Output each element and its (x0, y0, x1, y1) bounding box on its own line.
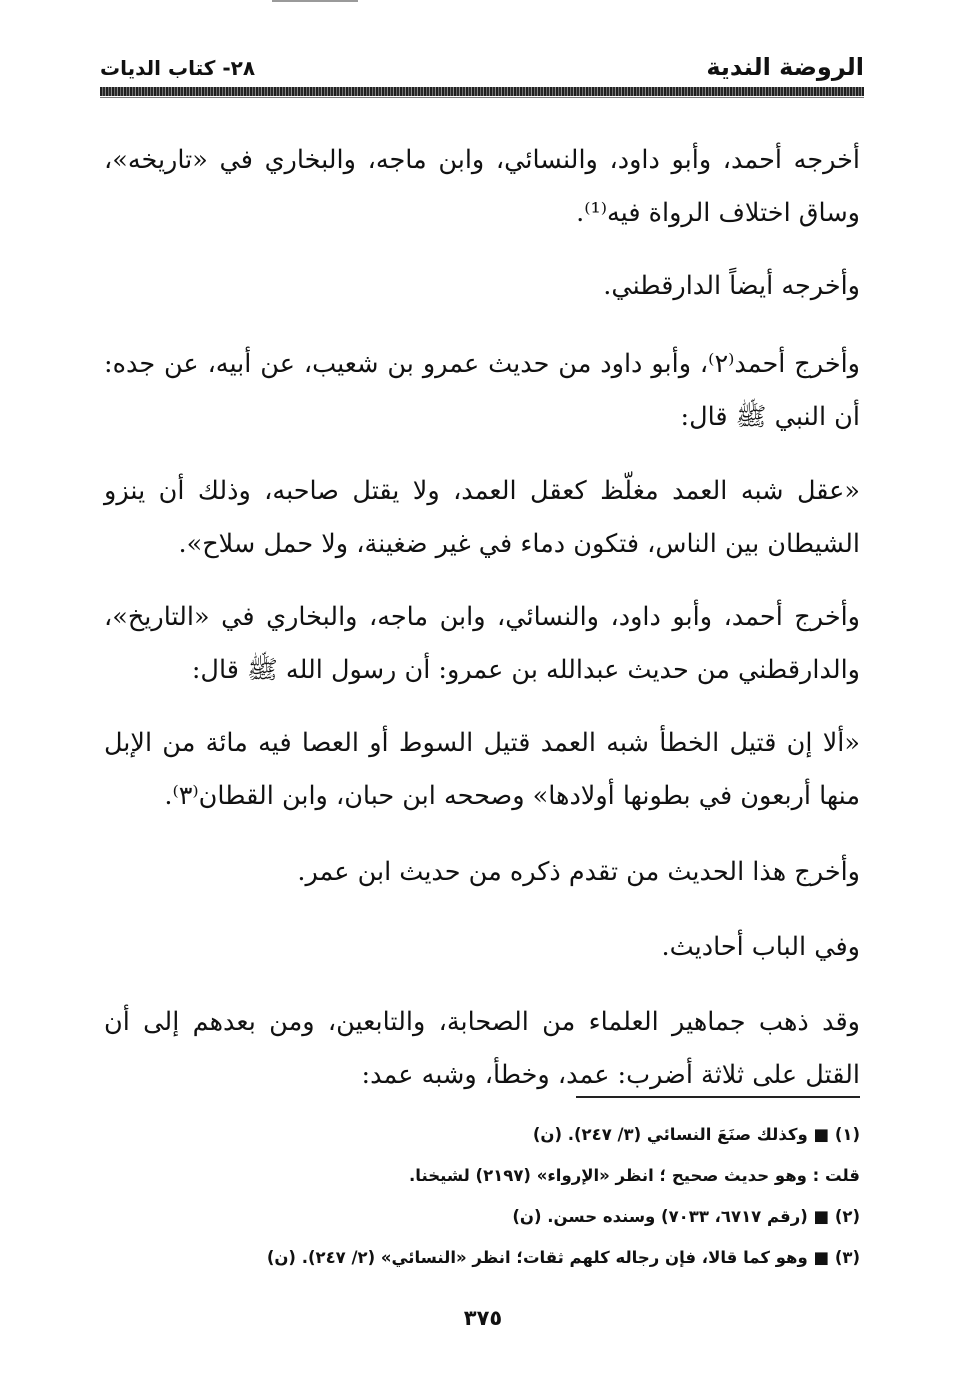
paragraph-4: «عقل شبه العمد مغلّظ كعقل العمد، ولا يقتل صاحبه، وذلك أن ينزو الشيطان بين الناس، فتكون دماء في غير ضغينة، ولا حمل سلاح». (104, 476, 860, 559)
paragraph-5: وأخرج أحمد، وأبو داود، والنسائي، وابن ماجه، والبخاري في «التاريخ»، والدارقطني من حديث عبدالله بن عمرو: أن رسول الله ﷺ قال: (104, 602, 860, 685)
footnote-3: (٣) ■ وهو كما قالا، فإن رجاله كلهم ثقات؛ انظر «النسائي» (٢/ ٢٤٧). (ن) (266, 1248, 860, 1267)
footnote-1: (١) ■ وكذلك صنَعَ النسائي (٣/ ٢٤٧). (ن) (532, 1125, 860, 1144)
paragraph-7: وأخرج هذا الحديث من تقدم ذكره من حديث ابن عمر. (297, 857, 860, 887)
header-rule (100, 87, 864, 96)
footnote-2: (٢) ■ (رقم ٦٧١٧، ٧٠٣٣) وسنده حسن. (ن) (512, 1207, 860, 1226)
book-title: الروضة الندية (706, 53, 864, 81)
header-rule-thin (100, 97, 864, 98)
paragraph-2: وأخرجه أيضاً الدارقطني. (603, 271, 860, 301)
page-header (100, 50, 864, 86)
paragraph-8: وفي الباب أحاديث. (661, 932, 860, 962)
footnote-separator (576, 1096, 860, 1098)
paragraph-9: وقد ذهب جماهير العلماء من الصحابة، والتابعين، ومن بعدهم إلى أن القتل على ثلاثة أضرب: عمد، وخطأ، وشبه عمد: (104, 1007, 860, 1090)
footnotes (104, 1114, 860, 1278)
paragraph-1: أخرجه أحمد، وأبو داود، والنسائي، وابن ماجه، والبخاري في «تاريخه»، وساق اختلاف الرواة فيه⁽¹⁾. (104, 145, 860, 228)
scan-top-mark (272, 0, 358, 2)
chapter-title: ٢٨- كتاب الديات (100, 56, 256, 80)
paragraph-6: «ألا إن قتيل الخطأ شبه العمد قتيل السوط أو العصا فيه مائة من الإبل منها أربعون في بطونها أولادها» وصححه ابن حبان، وابن القطان⁽٣⁾. (104, 728, 860, 811)
paragraph-3: وأخرج أحمد⁽٢⁾، وأبو داود من حديث عمرو بن شعيب، عن أبيه، عن جده: أن النبي ﷺ قال: (104, 349, 860, 432)
page-number: ٣٧٥ (463, 1306, 503, 1330)
footnote-1-note: قلت : وهو حديث صحيح ؛ انظر «الإرواء» (٢١٩٧) لشيخنا. (409, 1166, 860, 1185)
